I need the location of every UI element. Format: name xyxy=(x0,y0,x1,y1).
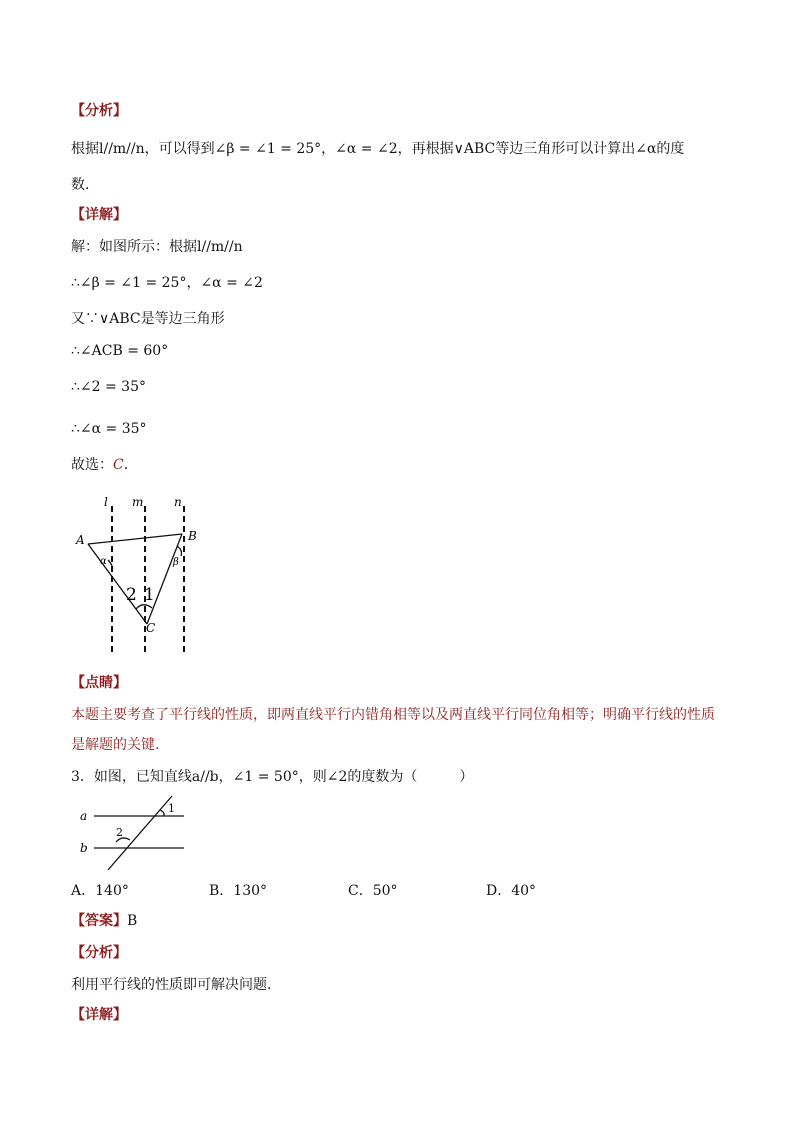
option-b xyxy=(209,882,267,900)
detail-step-5: ∴∠2 = 35° xyxy=(71,379,146,395)
option-c xyxy=(348,882,398,900)
question3-stem: 3．如图，已知直线a//b，∠1 = 50°，则∠2的度数为（ ） xyxy=(71,769,474,785)
detail-step-6: ∴∠α = 35° xyxy=(71,421,147,437)
detail-choice xyxy=(71,456,128,474)
side-bc xyxy=(147,534,182,624)
parallel-lines-figure xyxy=(74,794,192,874)
label-line-a: a xyxy=(80,809,88,823)
side-ab xyxy=(88,534,182,544)
label-line-b: b xyxy=(80,841,88,855)
label-q3-angle-2: 2 xyxy=(116,826,123,839)
option-a xyxy=(71,882,129,900)
label-b-vertex: B xyxy=(188,529,197,543)
label-angle-1: 1 xyxy=(144,585,155,605)
detail-step-4: ∴∠ACB = 60° xyxy=(71,343,169,359)
answer-value: B xyxy=(127,913,138,929)
q3-detail-heading: 【详解】 xyxy=(71,1007,127,1023)
q3-analysis-text: 利用平行线的性质即可解决问题. xyxy=(71,977,272,993)
option-d xyxy=(486,882,536,900)
detail-step-1: 解：如图所示：根据l//m//n xyxy=(71,239,243,255)
choice-prefix: 故选： xyxy=(71,457,113,473)
label-alpha: α xyxy=(100,556,107,567)
label-q3-angle-1: 1 xyxy=(168,802,175,815)
side-ac xyxy=(88,544,147,624)
option-a-value: 140° xyxy=(95,883,129,899)
label-l: l xyxy=(104,495,108,509)
option-d-letter: D． xyxy=(486,883,512,899)
analysis-text-line1: 根据l//m//n，可以得到∠β = ∠1 = 25°，∠α = ∠2，再根据∨ABC等边三角形可以计算出∠α的度 xyxy=(71,141,685,157)
comment-text-line1: 本题主要考查了平行线的性质，即两直线平行内错角相等以及两直线平行同位角相等；明确平行线的性质 xyxy=(71,707,715,723)
analysis-text-line2: 数. xyxy=(71,177,90,193)
angle-1-arc xyxy=(160,810,164,816)
angle-beta-arc xyxy=(177,546,182,556)
option-a-letter: A． xyxy=(71,883,96,899)
label-a-vertex: A xyxy=(76,533,85,547)
q3-analysis-heading: 【分析】 xyxy=(71,945,127,961)
comment-text-line2: 是解题的关键. xyxy=(71,737,160,753)
analysis-heading: 【分析】 xyxy=(71,103,127,119)
choice-suffix: . xyxy=(123,457,129,473)
label-m: m xyxy=(132,495,144,509)
detail-step-3: 又∵∨ABC是等边三角形 xyxy=(71,311,225,327)
choice-value: C xyxy=(113,457,124,473)
label-angle-2: 2 xyxy=(126,585,137,605)
label-c-vertex: C xyxy=(146,621,156,635)
detail-step-2: ∴∠β = ∠1 = 25°，∠α = ∠2 xyxy=(71,275,263,291)
triangle-figure xyxy=(70,488,220,660)
answer-heading: 【答案】 xyxy=(71,913,127,929)
option-b-letter: B． xyxy=(209,883,234,899)
option-c-letter: C． xyxy=(348,883,373,899)
answer-line xyxy=(71,912,137,930)
option-c-value: 50° xyxy=(372,883,398,899)
option-d-value: 40° xyxy=(511,883,537,899)
detail-heading: 【详解】 xyxy=(71,207,127,223)
option-b-value: 130° xyxy=(233,883,268,899)
comment-heading: 【点睛】 xyxy=(71,675,127,691)
label-beta: β xyxy=(173,557,179,568)
label-n: n xyxy=(174,495,182,509)
